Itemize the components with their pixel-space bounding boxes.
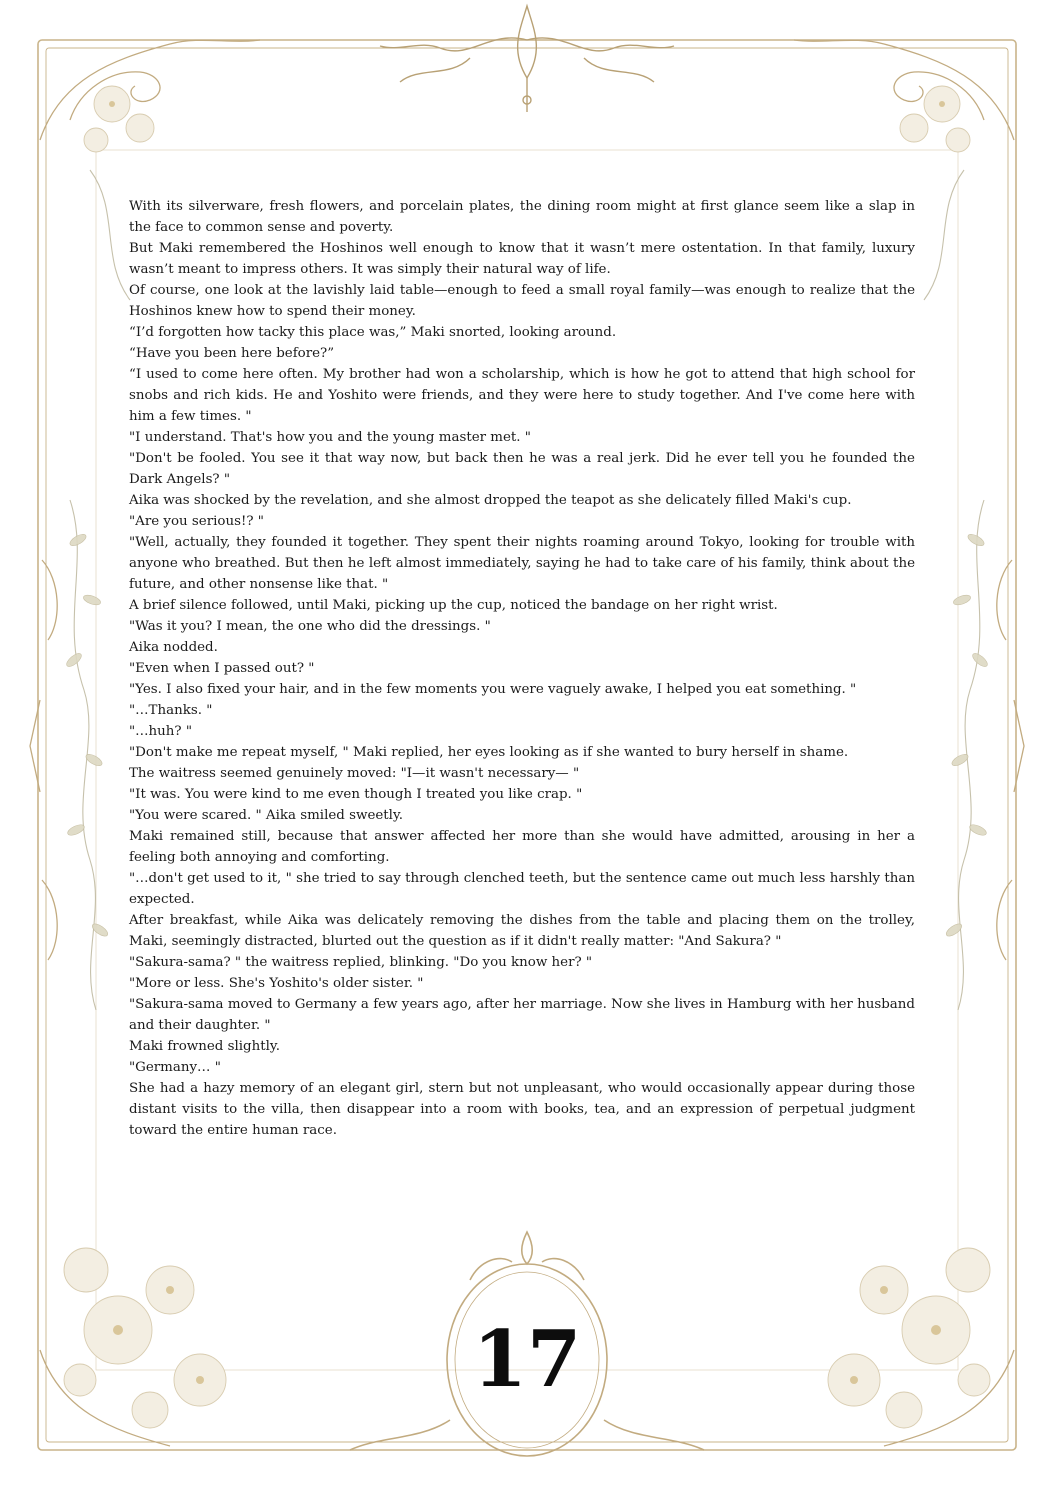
story-text <box>129 196 915 1141</box>
paragraph: Aika was shocked by the revelation, and she almost dropped the teapot as she delicately filled Maki's cup. <box>129 493 852 508</box>
paragraph: "Are you serious!? " <box>129 514 264 529</box>
paragraph: After breakfast, while Aika was delicately removing the dishes from the table and placing them on the trolley, Maki, seemingly distracted, blurted out the question as if it didn't really matter: "And Sakura? " <box>129 913 915 949</box>
paragraph: "…don't get used to it, " she tried to say through clenched teeth, but the sentence came out much less harshly than expected. <box>129 871 915 907</box>
paragraph: "…Thanks. " <box>129 703 213 718</box>
paragraph: “I used to come here often. My brother had won a scholarship, which is how he got to attend that high school for snobs and rich kids. He and Yoshito were friends, and they were here to study together. And I've come here with him a few times. " <box>129 367 915 424</box>
paragraph: The waitress seemed genuinely moved: "I—it wasn't necessary— " <box>129 766 580 781</box>
paragraph: “Have you been here before?” <box>129 346 335 361</box>
paragraph: "Germany… " <box>129 1060 221 1075</box>
paragraph: "Don't make me repeat myself, " Maki replied, her eyes looking as if she wanted to bury herself in shame. <box>129 745 849 760</box>
paragraph: "Even when I passed out? " <box>129 661 315 676</box>
paragraph: Of course, one look at the lavishly laid table—enough to feed a small royal family—was enough to realize that the Hoshinos knew how to spend their money. <box>129 283 915 319</box>
paragraph: "It was. You were kind to me even though I treated you like crap. " <box>129 787 583 802</box>
paragraph: "…huh? " <box>129 724 193 739</box>
paragraph: "Yes. I also fixed your hair, and in the few moments you were vaguely awake, I helped you eat something. " <box>129 682 857 697</box>
paragraph: With its silverware, fresh flowers, and porcelain plates, the dining room might at first glance seem like a slap in the face to common sense and poverty. <box>129 199 915 235</box>
paragraph: She had a hazy memory of an elegant girl, stern but not unpleasant, who would occasionally appear during those distant visits to the villa, then disappear into a room with books, tea, and an expression of perpetual judgment toward the entire human race. <box>129 1081 915 1138</box>
paragraph: Maki frowned slightly. <box>129 1039 280 1054</box>
paragraph: "Well, actually, they founded it together. They spent their nights roaming around Tokyo, looking for trouble with anyone who breathed. But then he left almost immediately, saying he had to take care of his family, think about the future, and other nonsense like that. " <box>129 535 915 592</box>
paragraph: A brief silence followed, until Maki, picking up the cup, noticed the bandage on her right wrist. <box>129 598 778 613</box>
paragraph: Aika nodded. <box>129 640 218 655</box>
paragraph: “I’d forgotten how tacky this place was,” Maki snorted, looking around. <box>129 325 617 340</box>
paragraph: "More or less. She's Yoshito's older sister. " <box>129 976 424 991</box>
paragraph: "I understand. That's how you and the young master met. " <box>129 430 531 445</box>
page-number: 17 <box>472 1314 582 1405</box>
paragraph: "Don't be fooled. You see it that way now, but back then he was a real jerk. Did he ever tell you he founded the Dark Angels? " <box>129 451 915 487</box>
paragraph: Maki remained still, because that answer affected her more than she would have admitted, arousing in her a feeling both annoying and comforting. <box>129 829 915 865</box>
paragraph: But Maki remembered the Hoshinos well enough to know that it wasn’t mere ostentation. In that family, luxury wasn’t meant to impress others. It was simply their natural way of life. <box>129 241 915 277</box>
paragraph: "You were scared. " Aika smiled sweetly. <box>129 808 404 823</box>
paragraph: "Sakura-sama moved to Germany a few years ago, after her marriage. Now she lives in Hamburg with her husband and their daughter. " <box>129 997 915 1033</box>
paragraph: "Sakura-sama? " the waitress replied, blinking. "Do you know her? " <box>129 955 593 970</box>
paragraph: "Was it you? I mean, the one who did the dressings. " <box>129 619 491 634</box>
top-finial <box>380 6 674 112</box>
